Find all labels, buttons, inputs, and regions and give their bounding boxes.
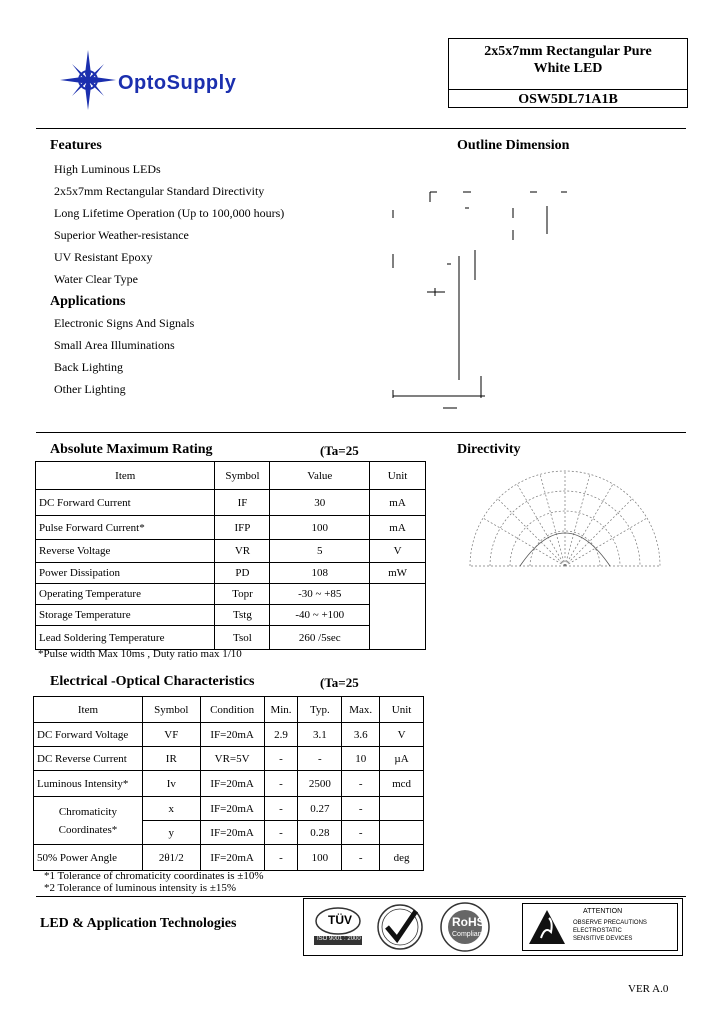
table-cell: VF	[142, 723, 200, 747]
attention-line: OBSERVE PRECAUTIONS	[573, 920, 647, 926]
table-cell: 5	[270, 540, 370, 563]
esd-warning-icon	[527, 908, 567, 946]
table-cell: 260 /5sec	[270, 626, 370, 650]
table-cell	[380, 821, 424, 845]
table-cell: -40 ~ +100	[270, 605, 370, 626]
table-row	[36, 584, 426, 605]
table-row	[34, 747, 424, 771]
features-list	[54, 162, 284, 294]
list-item: UV Resistant Epoxy	[54, 250, 153, 264]
table-cell: IF=20mA	[200, 723, 264, 747]
certification-box	[303, 898, 683, 956]
amr-heading: Absolute Maximum Rating	[50, 442, 213, 457]
column-header: Unit	[380, 697, 424, 723]
column-header: Item	[34, 697, 143, 723]
table-cell: y	[142, 821, 200, 845]
table-cell: V	[370, 540, 426, 563]
table-row	[36, 626, 426, 650]
column-header: Symbol	[215, 462, 270, 490]
table-cell: 2.9	[264, 723, 298, 747]
directivity-heading: Directivity	[457, 442, 521, 457]
table-cell: Luminous Intensity*	[34, 771, 143, 797]
list-item: 2x5x7mm Rectangular Standard Directivity	[54, 184, 265, 198]
list-item: Electronic Signs And Signals	[54, 316, 195, 330]
table-cell: V	[380, 723, 424, 747]
table-cell: Reverse Voltage	[36, 540, 215, 563]
table-cell: 30	[270, 490, 370, 516]
table-cell: Tstg	[215, 605, 270, 626]
table-cell: IFP	[215, 516, 270, 540]
table-cell: Operating Temperature	[36, 584, 215, 605]
amr-table	[35, 461, 426, 650]
logo	[60, 50, 270, 110]
attention-title: ATTENTION	[583, 908, 623, 915]
table-cell: IR	[142, 747, 200, 771]
amr-note: *Pulse width Max 10ms , Duty ratio max 1/10	[38, 648, 242, 660]
table-cell: 2θ1/2	[142, 845, 200, 871]
table-cell: Topr	[215, 584, 270, 605]
table-cell: -	[342, 845, 380, 871]
table-cell: Tsol	[215, 626, 270, 650]
part-number: OSW5DL71A1B	[449, 89, 687, 108]
table-cell: 10	[342, 747, 380, 771]
mid-divider	[36, 432, 686, 433]
footer-company-line: LED & Application Technologies	[40, 916, 237, 931]
table-cell	[370, 584, 426, 650]
table-cell: DC Forward Current	[36, 490, 215, 516]
tuv-iso-icon	[310, 905, 366, 949]
version-label: VER A.0	[628, 983, 669, 995]
table-row	[36, 516, 426, 540]
table-cell	[380, 797, 424, 821]
table-cell: x	[142, 797, 200, 821]
outline-drawing	[385, 180, 585, 415]
table-cell: IF	[215, 490, 270, 516]
list-item: Back Lighting	[54, 360, 123, 374]
table-cell: 100	[270, 516, 370, 540]
outline-heading: Outline Dimension	[457, 138, 570, 153]
list-item: Other Lighting	[54, 382, 126, 396]
tuv-label: TÜV	[328, 913, 352, 927]
table-cell: DC Forward Voltage	[34, 723, 143, 747]
table-cell: mW	[370, 563, 426, 584]
rohs-compliant-label: Compliant	[452, 931, 484, 938]
eoc-heading: Electrical -Optical Characteristics	[50, 674, 255, 689]
table-header-row	[36, 462, 426, 490]
table-row	[36, 605, 426, 626]
eoc-condition: (Ta=25	[320, 675, 359, 690]
table-cell: deg	[380, 845, 424, 871]
company-name: OptoSupply	[118, 72, 237, 94]
column-header: Condition	[200, 697, 264, 723]
table-cell: 2500	[298, 771, 342, 797]
table-cell: VR=5V	[200, 747, 264, 771]
attention-badge	[522, 903, 678, 951]
column-header: Symbol	[142, 697, 200, 723]
table-cell: IF=20mA	[200, 797, 264, 821]
column-header: Item	[36, 462, 215, 490]
column-header: Unit	[370, 462, 426, 490]
table-cell: -	[264, 797, 298, 821]
table-row	[36, 540, 426, 563]
table-cell: -	[298, 747, 342, 771]
table-cell: Power Dissipation	[36, 563, 215, 584]
features-heading: Features	[50, 138, 102, 153]
table-cell: 50% Power Angle	[34, 845, 143, 871]
table-cell: -	[264, 771, 298, 797]
list-item: Long Lifetime Operation (Up to 100,000 hours)	[54, 206, 285, 220]
table-cell: 100	[298, 845, 342, 871]
column-header: Max.	[342, 697, 380, 723]
table-cell: IF=20mA	[200, 845, 264, 871]
bottom-divider	[36, 896, 686, 897]
table-cell: Iv	[142, 771, 200, 797]
column-header: Typ.	[298, 697, 342, 723]
table-row	[34, 723, 424, 747]
directivity-diagram	[460, 470, 670, 580]
table-cell: -	[264, 821, 298, 845]
list-item: Small Area Illuminations	[54, 338, 175, 352]
table-cell: Pulse Forward Current*	[36, 516, 215, 540]
table-cell: Lead Soldering Temperature	[36, 626, 215, 650]
eoc-note-1: *1 Tolerance of chromaticity coordinates is ±10%	[44, 870, 264, 882]
attention-line: ELECTROSTATIC	[573, 928, 622, 934]
applications-heading: Applications	[50, 294, 126, 309]
table-cell: Storage Temperature	[36, 605, 215, 626]
top-divider	[36, 128, 686, 129]
table-cell: IF=20mA	[200, 821, 264, 845]
table-row	[34, 845, 424, 871]
table-cell: Chromaticity Coordinates*	[34, 797, 143, 845]
table-cell: µA	[380, 747, 424, 771]
product-title: 2x5x7mm Rectangular Pure White LED	[484, 44, 652, 76]
list-item: Water Clear Type	[54, 272, 138, 286]
amr-condition: (Ta=25	[320, 443, 359, 458]
table-cell: 0.28	[298, 821, 342, 845]
table-cell: DC Reverse Current	[34, 747, 143, 771]
table-cell: PD	[215, 563, 270, 584]
table-cell: VR	[215, 540, 270, 563]
table-cell: 108	[270, 563, 370, 584]
star-logo-icon	[60, 50, 116, 110]
list-item: Superior Weather-resistance	[54, 228, 189, 242]
table-cell: mcd	[380, 771, 424, 797]
table-cell: mA	[370, 490, 426, 516]
table-cell: 3.1	[298, 723, 342, 747]
column-header: Value	[270, 462, 370, 490]
applications-list	[54, 316, 194, 404]
table-cell: 0.27	[298, 797, 342, 821]
eoc-note-2: *2 Tolerance of luminous intensity is ±15%	[44, 882, 237, 894]
table-cell: mA	[370, 516, 426, 540]
table-header-row	[34, 697, 424, 723]
quality-check-icon	[372, 903, 428, 951]
eoc-table	[33, 696, 424, 871]
title-box	[448, 38, 688, 108]
table-cell: 3.6	[342, 723, 380, 747]
table-cell: IF=20mA	[200, 771, 264, 797]
rohs-label: RoHS	[452, 915, 485, 929]
attention-line: SENSITIVE DEVICES	[573, 936, 633, 942]
table-cell: -	[264, 845, 298, 871]
column-header: Min.	[264, 697, 298, 723]
table-row	[34, 771, 424, 797]
table-cell: -30 ~ +85	[270, 584, 370, 605]
table-cell: -	[342, 821, 380, 845]
list-item: High Luminous LEDs	[54, 162, 161, 176]
table-cell: -	[342, 771, 380, 797]
table-row	[34, 797, 424, 821]
table-row	[36, 563, 426, 584]
table-row	[36, 490, 426, 516]
table-cell: -	[264, 747, 298, 771]
iso-label: ISO 9001 : 2000	[317, 936, 361, 942]
table-cell: -	[342, 797, 380, 821]
